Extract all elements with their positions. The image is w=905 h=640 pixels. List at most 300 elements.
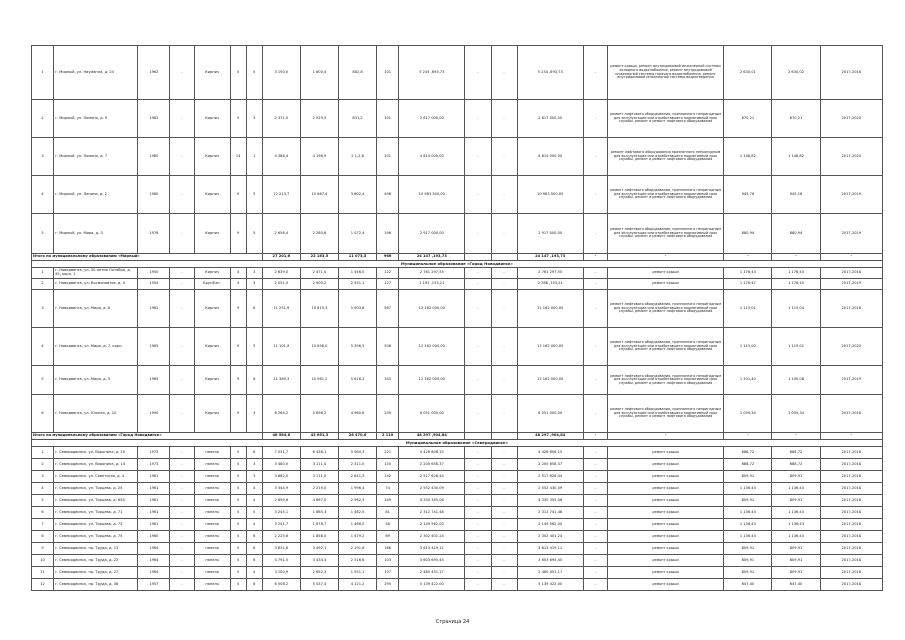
total-cell: 26 470,6 [339,433,377,440]
cell-p2: 1 148,82 [772,138,820,176]
cell-p2: 1 176,43 [772,268,820,279]
cell-p2: 809,91 [772,471,820,483]
cell-yrs: 2017-2018 [820,395,882,433]
cell-fl: 5 [230,46,246,100]
cell-e1: - [465,483,491,495]
cell-c: 4 960,6 [339,395,377,433]
cell-wall: панель [194,579,230,591]
cell-a: 6 008,2 [262,579,300,591]
cell-y: 1972 [138,447,170,459]
cell-e2: - [491,507,517,519]
cell-y: 1976 [138,214,170,254]
cell-e2: - [491,555,517,567]
cell-n: 3 [32,290,54,328]
cell-addr: г. Северодвинск, ул. Воронина, д. 14 [54,459,138,471]
cell-y: 1965 [138,328,170,366]
cell-p1: 809,91 [724,471,772,483]
cell-addr: г. Северодвинск, ул. Торцева, д. 75 [54,531,138,543]
cell-c1: - [170,567,194,579]
cell-e2: - [491,567,517,579]
cell-sum2: 5 234 ,693,73 [517,46,583,100]
cell-wall: панель [194,483,230,495]
cell-c1: - [170,268,194,279]
cell-sum2: 2 312 741,48 [517,507,583,519]
cell-sum2: 4 428 806,15 [517,447,583,459]
total-cell: 966 [377,254,399,261]
cell-sum: 2 617 000,00 [399,100,465,138]
cell-n: 9 [32,543,54,555]
cell-wall: панель [194,567,230,579]
cell-e3: - [583,531,607,543]
cell-b: 1 685,3 [300,507,338,519]
table-row [32,214,883,254]
cell-ent: 3 [246,459,262,471]
cell-work: ремонт лифтового оборудования, признанного непригодным для эксплуатации или отработавшего нормативный срок службы, ремонт и ремонт лифтового оборудования [607,290,723,328]
cell-fl: 5 [230,567,246,579]
table-row [32,531,883,543]
cell-yrs: 2017-2020 [820,100,882,138]
total-cell: 43 651,3 [300,433,338,440]
total-cell: - [583,433,607,440]
cell-n: 2 [32,459,54,471]
cell-p: 196 [377,214,399,254]
cell-e1: - [465,100,491,138]
cell-c1: - [170,395,194,433]
cell-p2: 809,91 [772,543,820,555]
cell-p2: 809,91 [772,555,820,567]
cell-work: ремонт крыши [607,555,723,567]
total-label: Итого по муниципальному образованию «Мирный» [32,254,263,261]
cell-wall: Кирпич [194,328,230,366]
cell-b: 3 111,0 [300,471,338,483]
table-row [32,447,883,459]
cell-b: 2 029,5 [300,100,338,138]
cell-n: 12 [32,579,54,591]
cell-yrs: 2017-2020 [820,328,882,366]
total-label: Итого по муниципальному образованию «Город Новодвинск» [32,433,263,440]
cell-e3: - [583,567,607,579]
cell-e3: - [583,138,607,176]
cell-ent: 6 [246,447,262,459]
total-cell: 24 147 ,193,73 [517,254,583,261]
cell-e3: - [583,328,607,366]
cell-e2: - [491,290,517,328]
cell-e3: - [583,214,607,254]
total-cell: 24 147 ,193,73 [399,254,465,261]
cell-e3: - [583,579,607,591]
cell-ent: 4 [246,519,262,531]
table-row [32,328,883,366]
cell-a: 4 386,4 [262,138,300,176]
cell-b: 5 696,2 [300,395,338,433]
cell-sum: 12 162 000,00 [399,366,465,395]
cell-c1: - [170,328,194,366]
cell-fl: 9 [230,328,246,366]
cell-p2: 880,94 [772,214,820,254]
cell-n: 4 [32,328,54,366]
cell-e2: - [491,471,517,483]
cell-e2: - [491,531,517,543]
cell-b: 4 198,9 [300,138,338,176]
cell-p2: 1 100,08 [772,366,820,395]
cell-p: 101 [377,100,399,138]
cell-p1: 809,91 [724,555,772,567]
cell-a: 2 051,0 [262,279,300,290]
cell-yrs: 2017-2018 [820,471,882,483]
cell-p1: 1 059,34 [724,395,772,433]
cell-n: 5 [32,366,54,395]
table-row [32,459,883,471]
cell-p2: 1 176,45 [772,279,820,290]
cell-e1: - [465,459,491,471]
cell-b: 2 219,0 [300,483,338,495]
total-cell [491,254,517,261]
cell-c1: - [170,176,194,214]
cell-wall: панель [194,459,230,471]
cell-p: 69 [377,531,399,543]
cell-c: 4 121,2 [339,579,377,591]
cell-ent: 4 [246,495,262,507]
cell-c: 3 602,4 [339,176,377,214]
cell-c: 2 811,3 [339,471,377,483]
cell-e3: - [583,290,607,328]
cell-wall: панель [194,471,230,483]
cell-c1: - [170,447,194,459]
cell-yrs: 2017-2018 [820,447,882,459]
cell-fl: 5 [230,483,246,495]
cell-e3: - [583,483,607,495]
table-row [32,567,883,579]
cell-e2: - [491,214,517,254]
cell-work: ремонт крыши [607,279,723,290]
cell-p: 74 [377,483,399,495]
cell-e3: - [583,46,607,100]
cell-e2: - [491,483,517,495]
cell-c: 1 996,4 [339,483,377,495]
cell-e2: - [491,459,517,471]
cell-wall: панель [194,543,230,555]
cell-sum2: 12 162 000,00 [517,366,583,395]
table-row [32,395,883,433]
cell-e3: - [583,543,607,555]
cell-y: 1962 [138,290,170,328]
cell-p1: 1 136,43 [724,483,772,495]
cell-p1: 1 115,00 [724,328,772,366]
cell-p2: 688,72 [772,459,820,471]
cell-c1: - [170,100,194,138]
cell-sum2: 2 788 ,153,21 [517,279,583,290]
cell-ent: 5 [246,507,262,519]
cell-p2: 945,16 [772,176,820,214]
cell-n: 2 [32,279,54,290]
cell-b: 2 900,2 [300,279,338,290]
cell-c1: - [170,46,194,100]
cell-work: ремонт крыши [607,567,723,579]
cell-p: 101 [377,46,399,100]
total-cell: - [724,433,772,440]
cell-e1: - [465,138,491,176]
cell-addr: г. Новодвинск, ул. Космонавтов, д. 4 [54,279,138,290]
cell-addr: г. Новодвинск, ул. Мира, д. 8 [54,290,138,328]
cell-y: 1961 [138,519,170,531]
cell-n: 3 [32,471,54,483]
cell-c: 2 1,2,8 [339,138,377,176]
table-row [32,543,883,555]
cell-addr: г. Северодвинск, ул. Торцева, д. 65Б [54,495,138,507]
cell-c: 1 551,1 [339,567,377,579]
cell-a: 3 100,9 [262,567,300,579]
cell-p2: 2 630,02 [772,46,820,100]
cell-p1: 1 136,43 [724,507,772,519]
cell-p2: 670,21 [772,100,820,138]
cell-p2: 1 136,43 [772,507,820,519]
cell-p: 221 [377,447,399,459]
cell-y: 1964 [138,543,170,555]
cell-work: ремонт лифтового оборудования, признанного непригодным для эксплуатации или отработавшего нормативный срок службы, ремонт и ремонт лифтового оборудования [607,176,723,214]
cell-wall: панель [194,555,230,567]
cell-c: 2 516,6 [339,555,377,567]
total-cell: 27 201,6 [262,254,300,261]
cell-y: 1960 [138,531,170,543]
cell-wall: Кирпич [194,395,230,433]
cell-fl: 5 [230,531,246,543]
total-cell: 48 584,6 [262,433,300,440]
section-header [32,440,883,447]
cell-p1: 1 101,40 [724,366,772,395]
cell-sum2: 3 613 419,11 [517,543,583,555]
cell-e3: - [583,279,607,290]
cell-c: 1 479,2 [339,531,377,543]
cell-addr: г. Северодвинск, пр. Труда, д. 13 [54,543,138,555]
cell-e1: - [465,268,491,279]
cell-work: ремонт крыши [607,483,723,495]
cell-sum: 2 312 741,48 [399,507,465,519]
cell-ent: 3 [246,395,262,433]
cell-addr: г. Северодвинск, ул. Воронина, д. 10 [54,447,138,459]
cell-sum: 3 613 419,11 [399,543,465,555]
cell-p1: 809,91 [724,495,772,507]
cell-ent: 5 [246,214,262,254]
cell-fl: 9 [230,395,246,433]
total-cell: - [820,433,882,440]
cell-yrs: 2017-2018 [820,567,882,579]
section-title: Муниципальное образование «Северодвинск» [32,440,883,447]
cell-e1: - [465,507,491,519]
cell-c1: - [170,531,194,543]
cell-sum2: 2 617 000,00 [517,100,583,138]
cell-p1: 688,72 [724,447,772,459]
table-row [32,507,883,519]
register-sheet [31,45,883,585]
cell-yrs: 2017-2019 [820,176,882,214]
cell-work: ремонт крыши [607,471,723,483]
total-cell [465,433,491,440]
cell-fl: 14 [230,138,246,176]
cell-b: 6 436,1 [300,447,338,459]
cell-y: 1961 [138,507,170,519]
cell-sum: 12 162 000,00 [399,328,465,366]
cell-b: 1 858,0 [300,531,338,543]
cell-p: 107 [377,567,399,579]
cell-e1: - [465,471,491,483]
section-header [32,261,883,268]
cell-c: 1 072,4 [339,214,377,254]
cell-sum2: 2 200 658,37 [517,459,583,471]
cell-ent: 6 [246,531,262,543]
cell-n: 3 [32,138,54,176]
cell-a: 2 699,6 [262,495,300,507]
cell-yrs: 2017-2018 [820,290,882,328]
cell-yrs: 2017-2018 [820,543,882,555]
cell-c1: - [170,579,194,591]
cell-addr: г. Северодвинск, пр. Труда, д. 36 [54,579,138,591]
cell-p2: 1 115,04 [772,290,820,328]
cell-a: 3 245,1 [262,507,300,519]
cell-y: 1954 [138,279,170,290]
cell-n: 4 [32,176,54,214]
section-title: Муниципальное образование «Город Новодвинск» [32,261,883,268]
cell-p1: 1 176,43 [724,268,772,279]
cell-addr: г. Новодвинск, ул. Мира, д. 7, корп. [54,328,138,366]
cell-p: 127 [377,279,399,290]
cell-wall: Кирпич [194,366,230,395]
cell-fl: 9 [230,366,246,395]
cell-e2: - [491,447,517,459]
total-cell: - [772,254,820,261]
cell-a: 3 682,0 [262,471,300,483]
cell-sum2: 5 139 422,00 [517,579,583,591]
table-row [32,268,883,279]
cell-work: ремонт крыши [607,543,723,555]
cell-n: 5 [32,495,54,507]
table-row [32,483,883,495]
cell-p: 81 [377,507,399,519]
cell-b: 4 667,0 [300,495,338,507]
cell-a: 3 190,0 [262,46,300,100]
cell-a: 11 251,9 [262,290,300,328]
cell-a: 3 241,7 [262,519,300,531]
cell-wall: Брус/Бет. [194,279,230,290]
cell-c1: - [170,471,194,483]
cell-c: 2 962,5 [339,495,377,507]
cell-sum: 5 139 422,00 [399,579,465,591]
cell-n: 8 [32,531,54,543]
cell-y: 1950 [138,268,170,279]
cell-c1: - [170,483,194,495]
cell-ent: 3 [246,268,262,279]
cell-e3: - [583,459,607,471]
cell-sum: 4 428 806,15 [399,447,465,459]
cell-e2: - [491,268,517,279]
cell-sum: 5 234 ,693,73 [399,46,465,100]
cell-e2: - [491,395,517,433]
cell-p1: 670,21 [724,100,772,138]
total-cell: 22 163,5 [300,254,338,261]
cell-a: 2 656,4 [262,214,300,254]
cell-c: 5 060,3 [339,447,377,459]
cell-y: 1990 [138,395,170,433]
cell-addr: г. Мирный, ул. Ломоно, д. 7 [54,138,138,176]
cell-p: 343 [377,366,399,395]
cell-p2: 1 136,43 [772,531,820,543]
cell-wall: панель [194,519,230,531]
cell-sum: 4 330 355,06 [399,495,465,507]
cell-work: ремонт крыши [607,447,723,459]
cell-addr: г. Мирный, ул. Мира, д. 3 [54,214,138,254]
cell-e1: - [465,543,491,555]
cell-a: 7 031,7 [262,447,300,459]
cell-e2: - [491,579,517,591]
cell-sum2: 2 761 297,55 [517,268,583,279]
cell-sum: 2 149 562,00 [399,519,465,531]
cell-yrs: 2017-2018 [820,46,882,100]
cell-b: 3 434,3 [300,555,338,567]
cell-wall: панель [194,507,230,519]
cell-y: 1962 [138,100,170,138]
cell-p: 295 [377,579,399,591]
cell-wall: панель [194,447,230,459]
cell-p1: 1 136,43 [724,531,772,543]
cell-yrs: 2017-2019 [820,366,882,395]
cell-p: 103 [377,555,399,567]
cell-e1: - [465,176,491,214]
cell-p: 506 [377,328,399,366]
cell-work: ремонт крыши [607,268,723,279]
cell-p2: 688,72 [772,447,820,459]
cell-p1: 1 176,47 [724,279,772,290]
cell-p1: 809,91 [724,567,772,579]
cell-fl: 5 [230,495,246,507]
cell-c: 831,2 [339,100,377,138]
cell-addr: г. Мирный, ул. Ломоно, д. 9 [54,100,138,138]
table-row [32,46,883,100]
cell-sum: 2 761 297,55 [399,268,465,279]
cell-p2: 1 115,01 [772,328,820,366]
cell-work: ремонт крыши [607,459,723,471]
cell-p2: 809,91 [772,495,820,507]
cell-yrs: 2017-2018 [820,579,882,591]
cell-e1: - [465,328,491,366]
cell-p1: 809,91 [724,543,772,555]
cell-e3: - [583,100,607,138]
cell-e1: - [465,555,491,567]
cell-e2: - [491,328,517,366]
cell-c1: - [170,495,194,507]
cell-y: 1957 [138,579,170,591]
cell-sum2: 4 814 000,00 [517,138,583,176]
cell-e3: - [583,495,607,507]
cell-e1: - [465,214,491,254]
cell-c: 1 546,0 [339,268,377,279]
cell-p2: 647,40 [772,579,820,591]
cell-c1: - [170,507,194,519]
cell-sum: 2 480 451,17 [399,567,465,579]
cell-sum: 1 191 ,153,21 [399,279,465,290]
cell-c1: - [170,138,194,176]
cell-e1: - [465,567,491,579]
cell-sum: 6 051 000,00 [399,395,465,433]
cell-n: 4 [32,483,54,495]
total-cell: - [607,254,723,261]
cell-work: ремонт лифтового оборудования признанного непригодным для эксплуатации или отработавшего нормативный срок службы, ремонт и ремонт лифтового оборудования [607,138,723,176]
cell-ent: 6 [246,555,262,567]
cell-b: 3 111,0 [300,459,338,471]
cell-p1: 945,76 [724,176,772,214]
cell-c1: - [170,290,194,328]
cell-addr: г. Северодвинск, ул. Торцева, д. 71 [54,507,138,519]
cell-a: 3 791,5 [262,555,300,567]
cell-e1: - [465,495,491,507]
